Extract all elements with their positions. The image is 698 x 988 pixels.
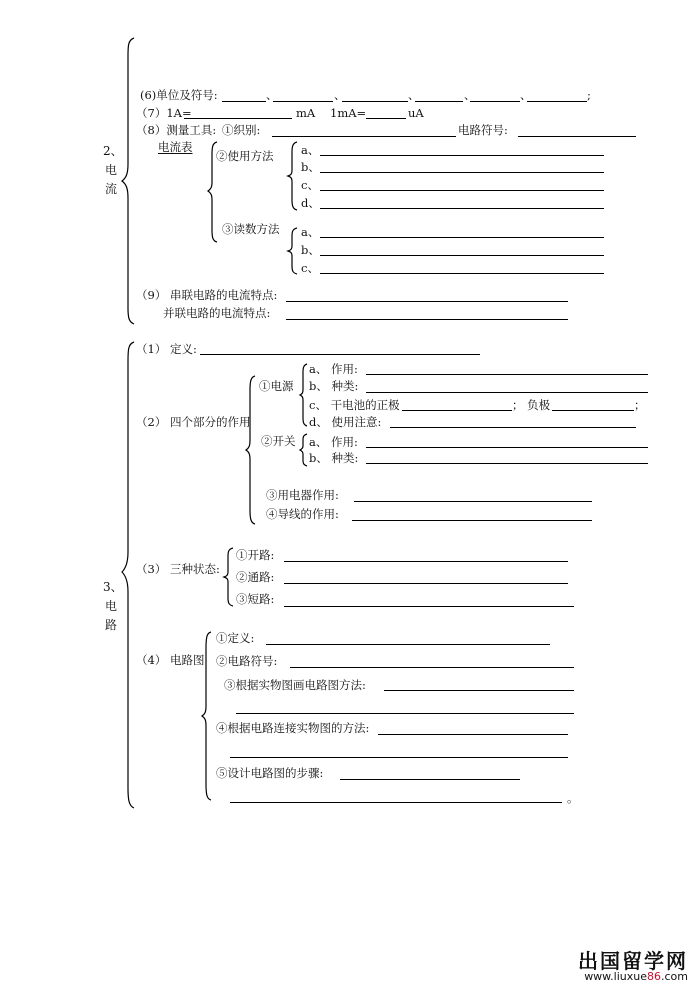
milliamp-to-microamp-field[interactable]: [366, 104, 406, 119]
brace-usage: [286, 140, 300, 212]
item6-label: (6)单位及符号:: [140, 88, 218, 102]
power-type-label: b、 种类:: [309, 379, 359, 393]
identify-field[interactable]: [272, 122, 456, 137]
brace-four-parts: [244, 374, 258, 526]
item8-label: （8）测量工具:: [136, 123, 217, 137]
separator: 、: [464, 88, 476, 102]
design-steps-field-2[interactable]: [230, 788, 562, 803]
section-label-current: 2、 电 流: [103, 144, 123, 196]
wire-label: ④导线的作用:: [266, 507, 339, 521]
design-steps-label: ⑤设计电路图的步骤:: [216, 766, 324, 780]
unit-ua: uA: [408, 106, 424, 120]
power-type-field[interactable]: [366, 378, 648, 393]
brace-reading: [286, 226, 300, 276]
open-circuit-label: ①开路:: [236, 548, 275, 562]
identify-label: ①织别:: [222, 123, 261, 137]
amp-to-milliamp-field[interactable]: [184, 104, 292, 119]
power-caution-label: d、 使用注意:: [309, 415, 382, 429]
parallel-current-label: 并联电路的电流特点:: [163, 306, 271, 320]
separator: 、: [408, 88, 420, 102]
series-current-field[interactable]: [286, 287, 568, 302]
diagram-symbol-field[interactable]: [290, 653, 574, 668]
usage-field-b[interactable]: [320, 158, 604, 173]
closed-circuit-label: ②通路:: [236, 570, 275, 584]
separator: 、: [266, 88, 278, 102]
short-circuit-label: ③短路:: [236, 592, 275, 606]
diagram-def-label: ①定义:: [216, 631, 255, 645]
switch-label: ②开关: [261, 434, 296, 448]
unit-ma: mA: [296, 106, 316, 120]
usage-field-d[interactable]: [320, 194, 604, 209]
connect-method-field-2[interactable]: [230, 743, 568, 758]
reading-field-a[interactable]: [320, 223, 604, 238]
big-brace-current: [120, 36, 140, 326]
battery-negative-field[interactable]: [552, 396, 634, 411]
states-label: （3） 三种状态:: [136, 562, 220, 576]
unit-symbol-field-5[interactable]: [470, 87, 520, 102]
usage-field-a[interactable]: [320, 141, 604, 156]
reading-item-a: a、: [301, 225, 320, 239]
usage-item-a: a、: [301, 143, 320, 157]
power-label: ①电源: [259, 379, 294, 393]
usage-item-d: d、: [301, 196, 320, 210]
design-steps-field[interactable]: [340, 765, 520, 780]
battery-negative-label: ； 负极: [512, 398, 551, 412]
tool-name: 电流表: [158, 140, 193, 154]
power-function-label: a、 作用:: [309, 362, 358, 376]
reading-field-c[interactable]: [320, 259, 604, 274]
usage-label: ②使用方法: [216, 149, 274, 163]
unit-symbol-field-1[interactable]: [222, 87, 266, 102]
reading-item-c: c、: [301, 261, 319, 275]
connect-method-label: ④根据电路连接实物图的方法:: [216, 721, 370, 735]
unit-symbol-field-4[interactable]: [415, 87, 463, 102]
closed-circuit-field[interactable]: [284, 569, 568, 584]
reading-field-b[interactable]: [320, 241, 604, 256]
diagram-label: （4） 电路图: [136, 653, 205, 667]
circuit-def-field[interactable]: [200, 340, 480, 355]
item6-end: ;: [587, 88, 591, 102]
switch-type-field[interactable]: [366, 449, 648, 464]
ammeter-symbol-field[interactable]: [518, 122, 636, 137]
brace-states: [222, 546, 236, 608]
power-caution-field[interactable]: [390, 413, 636, 428]
switch-function-field[interactable]: [366, 433, 648, 448]
brace-diagram: [200, 630, 214, 802]
battery-positive-field[interactable]: [402, 396, 512, 411]
short-circuit-field[interactable]: [284, 592, 574, 607]
appliance-label: ③用电器作用:: [266, 488, 339, 502]
appliance-field[interactable]: [354, 487, 592, 502]
unit-symbol-field-2[interactable]: [273, 87, 333, 102]
separator: 、: [334, 88, 346, 102]
watermark-title: 出国留学网: [578, 949, 688, 973]
symbol-label: 电路符号:: [458, 123, 508, 137]
parallel-current-field[interactable]: [286, 305, 568, 320]
four-parts-label: （2） 四个部分的作用: [136, 415, 251, 429]
power-function-field[interactable]: [366, 360, 648, 375]
usage-item-b: b、: [301, 160, 320, 174]
battery-positive-label: c、 干电池的正极: [309, 398, 400, 412]
usage-field-c[interactable]: [320, 176, 604, 191]
reading-item-b: b、: [301, 243, 320, 257]
item7-label2: 1mA=: [330, 106, 367, 120]
diagram-symbol-label: ②电路符号:: [216, 654, 278, 668]
wire-field[interactable]: [352, 506, 592, 521]
battery-end: ；: [634, 398, 646, 412]
draw-method-field[interactable]: [384, 676, 574, 691]
connect-method-field[interactable]: [378, 720, 568, 735]
watermark: [578, 951, 688, 982]
switch-type-label: b、 种类:: [309, 451, 359, 465]
watermark-url: www.liuxue86.com: [584, 970, 688, 983]
unit-symbol-field-6[interactable]: [527, 87, 587, 102]
diagram-def-field[interactable]: [266, 630, 550, 645]
item7-label: （7）1A=: [136, 106, 192, 120]
draw-method-label: ③根据实物图画电路图方法:: [224, 678, 366, 692]
series-current-label: （9） 串联电路的电流特点:: [136, 288, 278, 302]
open-circuit-field[interactable]: [284, 547, 568, 562]
draw-method-field-2[interactable]: [236, 699, 574, 714]
unit-symbol-field-3[interactable]: [342, 87, 408, 102]
separator: 、: [520, 88, 532, 102]
reading-label: ③读数方法: [222, 222, 280, 236]
switch-function-label: a、 作用:: [309, 435, 358, 449]
section-label-circuit: 3、 电 路: [103, 580, 123, 632]
usage-item-c: c、: [301, 178, 319, 192]
circuit-def-label: （1） 定义:: [136, 342, 197, 356]
design-end: 。: [567, 791, 579, 805]
